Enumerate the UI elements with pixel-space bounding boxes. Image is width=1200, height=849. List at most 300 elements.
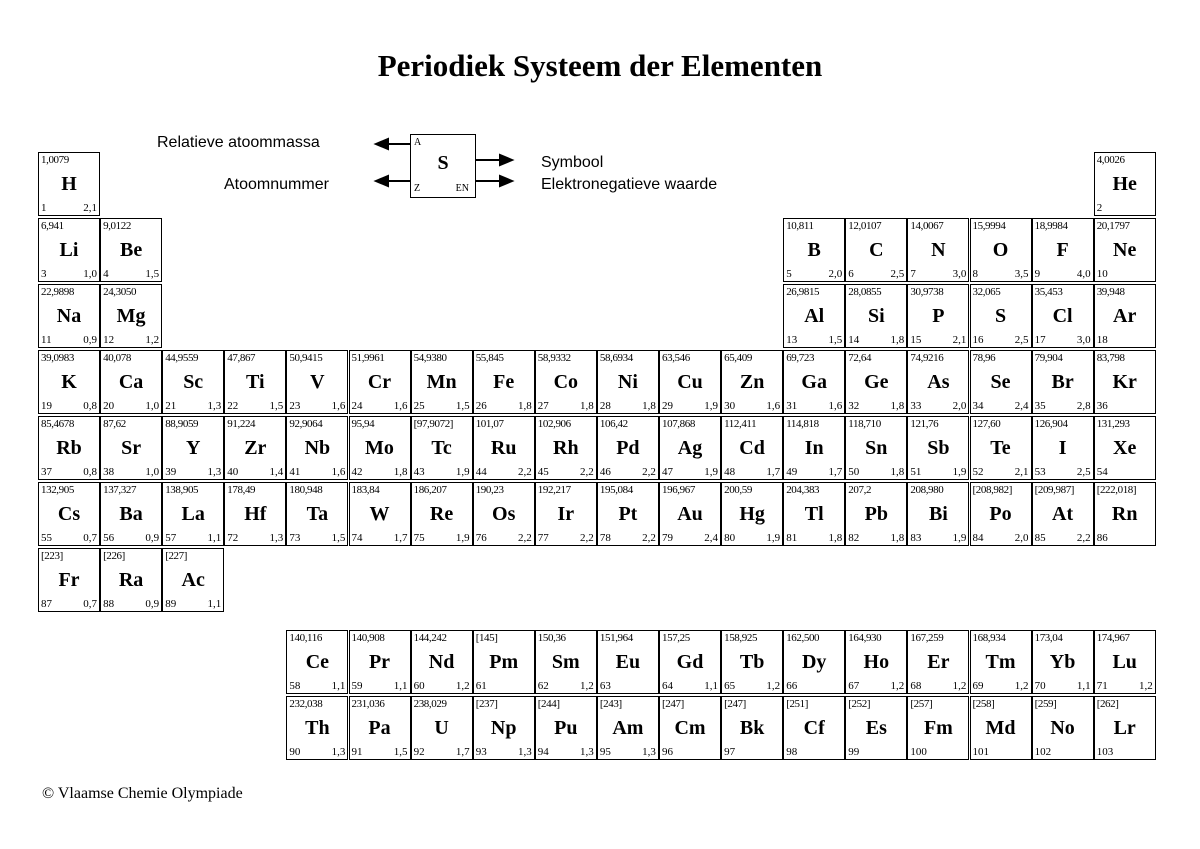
electronegativity: 2,5 <box>1014 334 1029 346</box>
atomic-number: 53 <box>1034 466 1046 478</box>
element-cell-eu <box>597 630 659 694</box>
electronegativity: 2,2 <box>517 466 532 478</box>
atomic-number: 52 <box>972 466 984 478</box>
element-cell-tl <box>783 482 845 546</box>
element-symbol: Si <box>867 305 885 327</box>
element-symbol: Co <box>553 371 579 393</box>
atomic-number: 83 <box>910 532 922 544</box>
element-symbol: Mo <box>365 437 394 459</box>
element-symbol: Bk <box>739 717 765 739</box>
atomic-number: 23 <box>289 400 301 412</box>
element-cell-sm <box>535 630 597 694</box>
element-symbol: Cf <box>803 717 825 739</box>
electronegativity: 1,9 <box>952 532 967 544</box>
element-cell-kr <box>1094 350 1156 414</box>
atomic-mass: 180,948 <box>289 484 323 496</box>
atomic-mass: 92,9064 <box>289 418 323 430</box>
atomic-number: 67 <box>848 680 860 692</box>
atomic-mass: 192,217 <box>537 484 571 496</box>
element-symbol: Ra <box>118 569 144 591</box>
element-symbol: Y <box>185 437 201 459</box>
atomic-mass: 40,078 <box>103 352 131 364</box>
atomic-mass: 79,904 <box>1034 352 1063 364</box>
electronegativity: 1,5 <box>828 334 843 346</box>
atomic-mass: 30,9738 <box>910 286 944 298</box>
atomic-number: 26 <box>475 400 487 412</box>
electronegativity: 1,6 <box>331 400 346 412</box>
electronegativity: 1,3 <box>207 400 222 412</box>
atomic-number: 54 <box>1096 466 1108 478</box>
element-cell-la <box>162 482 224 546</box>
atomic-mass: 72,64 <box>848 352 872 364</box>
atomic-mass: 65,409 <box>724 352 752 364</box>
element-cell-te <box>970 416 1032 480</box>
element-cell-sn <box>845 416 907 480</box>
atomic-number: 25 <box>413 400 425 412</box>
atomic-mass: 91,224 <box>227 418 256 430</box>
element-cell-ra <box>100 548 162 612</box>
electronegativity: 2,0 <box>952 400 967 412</box>
atomic-number: 18 <box>1096 334 1108 346</box>
element-cell-ta <box>286 482 348 546</box>
atomic-number: 96 <box>662 746 673 758</box>
element-cell-k <box>38 350 100 414</box>
element-symbol: F <box>1056 239 1069 261</box>
atomic-number: 86 <box>1096 532 1108 544</box>
atomic-number: 15 <box>910 334 922 346</box>
element-cell-si <box>845 284 907 348</box>
element-cell-hg <box>721 482 783 546</box>
element-symbol: Pa <box>368 717 391 739</box>
electronegativity: 2,1 <box>83 202 97 214</box>
element-cell-os <box>473 482 535 546</box>
atomic-mass: 1,0079 <box>41 154 69 166</box>
electronegativity: 1,8 <box>890 334 905 346</box>
atomic-number: 63 <box>599 680 611 692</box>
atomic-number: 103 <box>1096 746 1114 758</box>
atomic-number: 10 <box>1096 268 1108 280</box>
atomic-number: 32 <box>848 400 860 412</box>
element-symbol: H <box>61 173 77 195</box>
atomic-mass: 39,0983 <box>41 352 74 364</box>
electronegativity: 1,0 <box>145 400 160 412</box>
element-symbol: Np <box>490 717 517 739</box>
atomic-mass: 58,6934 <box>599 352 633 364</box>
element-cell-dy <box>783 630 845 694</box>
atomic-number: 55 <box>41 532 52 544</box>
atomic-number: 12 <box>103 334 115 346</box>
element-cell-tm <box>970 630 1032 694</box>
element-symbol: Lr <box>1113 717 1136 739</box>
electronegativity: 2,1 <box>1014 466 1029 478</box>
atomic-number: 99 <box>848 746 860 758</box>
electronegativity: 1,0 <box>145 466 160 478</box>
element-symbol: Al <box>804 305 825 327</box>
element-symbol: Ag <box>677 437 703 459</box>
atomic-mass: 173,04 <box>1034 632 1063 644</box>
atomic-mass: 174,967 <box>1096 632 1130 644</box>
atomic-number: 93 <box>475 746 487 758</box>
electronegativity: 1,6 <box>331 466 346 478</box>
element-cell-y <box>162 416 224 480</box>
element-symbol: Lu <box>1112 651 1137 673</box>
atomic-mass: 157,25 <box>662 632 690 644</box>
element-symbol: U <box>434 717 449 739</box>
atomic-mass: 85,4678 <box>41 418 74 430</box>
atomic-mass: 107,868 <box>662 418 695 430</box>
element-symbol: Ga <box>801 371 827 393</box>
electronegativity: 0,9 <box>145 598 160 610</box>
atomic-mass: 14,0067 <box>910 220 944 232</box>
element-cell-be <box>100 218 162 282</box>
atomic-number: 73 <box>289 532 301 544</box>
atomic-mass: 131,293 <box>1096 418 1130 430</box>
atomic-mass: 102,906 <box>537 418 571 430</box>
element-symbol: Cm <box>674 717 706 739</box>
atomic-mass: 207,2 <box>848 484 872 496</box>
element-symbol: O <box>992 239 1009 261</box>
arrow-left-icon <box>376 176 388 186</box>
copyright-notice: © Vlaamse Chemie Olympiade <box>42 785 243 802</box>
electronegativity: 0,7 <box>83 598 97 610</box>
element-symbol: Cu <box>677 371 703 393</box>
atomic-number: 61 <box>475 680 487 692</box>
element-symbol: Rh <box>553 437 579 459</box>
electronegativity: 0,8 <box>83 466 97 478</box>
element-cell-th <box>286 696 348 760</box>
atomic-mass: 54,9380 <box>413 352 447 364</box>
atomic-number: 38 <box>103 466 115 478</box>
element-cell-w <box>349 482 411 546</box>
electronegativity: 1,8 <box>828 532 843 544</box>
element-cell-se <box>970 350 1032 414</box>
atomic-number: 71 <box>1096 680 1108 692</box>
element-symbol: K <box>61 371 77 393</box>
electronegativity: 1,5 <box>393 746 408 758</box>
electronegativity: 0,8 <box>83 400 97 412</box>
atomic-number: 84 <box>972 532 984 544</box>
electronegativity: 1,2 <box>1138 680 1153 692</box>
element-cell-bi <box>907 482 969 546</box>
element-symbol: Mn <box>426 371 457 393</box>
atomic-number: 48 <box>724 466 736 478</box>
atomic-mass: [252] <box>848 698 871 710</box>
electronegativity: 1,7 <box>828 466 843 478</box>
element-symbol: Tc <box>431 437 452 459</box>
electronegativity: 2,2 <box>580 466 594 478</box>
atomic-mass: 69,723 <box>786 352 815 364</box>
atomic-mass: 51,9961 <box>351 352 385 364</box>
atomic-number: 5 <box>786 268 792 280</box>
atomic-mass: [222,018] <box>1096 484 1137 496</box>
atomic-mass: 32,065 <box>972 286 1001 298</box>
arrow-right-icon <box>500 155 512 165</box>
electronegativity: 1,6 <box>828 400 843 412</box>
atomic-mass: 114,818 <box>786 418 819 430</box>
atomic-number: 17 <box>1034 334 1046 346</box>
element-cell-tb <box>721 630 783 694</box>
electronegativity: 2,2 <box>642 466 656 478</box>
atomic-number: 92 <box>413 746 425 758</box>
element-cell-au <box>659 482 721 546</box>
atomic-number: 95 <box>599 746 611 758</box>
atomic-number: 58 <box>289 680 301 692</box>
electronegativity: 2,5 <box>890 268 905 280</box>
element-symbol: W <box>369 503 390 525</box>
atomic-number: 80 <box>724 532 736 544</box>
atomic-number: 14 <box>848 334 860 346</box>
atomic-mass: 137,327 <box>103 484 137 496</box>
element-cell-i <box>1032 416 1094 480</box>
atomic-mass: [237] <box>475 698 498 710</box>
element-cell-pt <box>597 482 659 546</box>
element-symbol: C <box>869 239 884 261</box>
atomic-mass: [251] <box>786 698 809 710</box>
element-symbol: Pr <box>368 651 391 673</box>
atomic-mass: 10,811 <box>786 220 814 232</box>
electronegativity: 1,3 <box>517 746 532 758</box>
page-title: Periodiek Systeem der Elementen <box>377 48 823 83</box>
element-symbol: Br <box>1051 371 1074 393</box>
element-symbol: Cd <box>739 437 765 459</box>
element-symbol: Sr <box>121 437 142 459</box>
atomic-mass: 196,967 <box>662 484 695 496</box>
element-symbol: Ti <box>246 371 265 393</box>
electronegativity: 1,0 <box>83 268 97 280</box>
atomic-mass: 195,084 <box>599 484 633 496</box>
electronegativity: 1,5 <box>269 400 284 412</box>
electronegativity: 1,8 <box>580 400 594 412</box>
atomic-number: 7 <box>910 268 916 280</box>
element-cell-zn <box>721 350 783 414</box>
element-cell-ar <box>1094 284 1156 348</box>
electronegativity: 1,9 <box>455 532 470 544</box>
atomic-mass: 231,036 <box>351 698 385 710</box>
element-cell-lr <box>1094 696 1156 760</box>
atomic-number: 16 <box>972 334 984 346</box>
element-symbol: P <box>932 305 945 327</box>
element-cell-ac <box>162 548 224 612</box>
atomic-mass: 140,116 <box>289 632 322 644</box>
element-symbol: In <box>804 437 824 459</box>
legend-mass-label: Relatieve atoommassa <box>157 134 320 151</box>
atomic-mass: [145] <box>475 632 498 644</box>
electronegativity: 3,5 <box>1014 268 1029 280</box>
atomic-number: 78 <box>599 532 611 544</box>
element-cell-fe <box>473 350 535 414</box>
element-symbol: Tb <box>739 651 765 673</box>
element-cell-sb <box>907 416 969 480</box>
element-cell-pa <box>349 696 411 760</box>
electronegativity: 1,7 <box>393 532 408 544</box>
atomic-number: 57 <box>165 532 177 544</box>
element-cell-gd <box>659 630 721 694</box>
atomic-mass: 168,934 <box>972 632 1006 644</box>
element-symbol: Sb <box>927 437 950 459</box>
legend-symbol-label: Symbool <box>541 154 604 171</box>
atomic-number: 34 <box>972 400 984 412</box>
atomic-number: 89 <box>165 598 177 610</box>
element-symbol: Cl <box>1052 305 1073 327</box>
electronegativity: 1,8 <box>890 532 905 544</box>
element-symbol: Re <box>429 503 454 525</box>
atomic-mass: 118,710 <box>848 418 881 430</box>
electronegativity: 1,4 <box>269 466 284 478</box>
element-symbol: V <box>310 371 325 393</box>
element-cell-nd <box>411 630 473 694</box>
electronegativity: 1,2 <box>455 680 470 692</box>
element-cell-mo <box>349 416 411 480</box>
electronegativity: 1,1 <box>207 598 222 610</box>
atomic-number: 4 <box>103 268 109 280</box>
atomic-mass: 35,453 <box>1034 286 1063 298</box>
atomic-mass: 138,905 <box>165 484 199 496</box>
electronegativity: 1,3 <box>331 746 346 758</box>
atomic-mass: [97,9072] <box>413 418 454 430</box>
element-symbol: La <box>181 503 205 525</box>
atomic-number: 9 <box>1034 268 1041 280</box>
electronegativity: 1,1 <box>393 680 408 692</box>
element-symbol: Rn <box>1111 503 1138 525</box>
atomic-number: 70 <box>1034 680 1046 692</box>
atomic-number: 98 <box>786 746 798 758</box>
atomic-number: 51 <box>910 466 922 478</box>
atomic-mass: 24,3050 <box>103 286 137 298</box>
element-symbol: At <box>1052 503 1074 525</box>
electronegativity: 3,0 <box>952 268 967 280</box>
element-cell-b <box>783 218 845 282</box>
atomic-number: 79 <box>662 532 673 544</box>
element-cell-yb <box>1032 630 1094 694</box>
element-symbol: Ba <box>119 503 143 525</box>
element-cell-tc <box>411 416 473 480</box>
element-symbol: Fe <box>493 371 515 393</box>
atomic-number: 50 <box>848 466 860 478</box>
electronegativity: 1,9 <box>766 532 781 544</box>
electronegativity: 1,6 <box>766 400 781 412</box>
element-cell-fr <box>38 548 100 612</box>
element-cell-cf <box>783 696 845 760</box>
element-cell-pm <box>473 630 535 694</box>
element-cell-ru <box>473 416 535 480</box>
element-cell-bk <box>721 696 783 760</box>
atomic-mass: 15,9994 <box>972 220 1006 232</box>
element-symbol: Cr <box>367 371 392 393</box>
atomic-mass: 28,0855 <box>848 286 882 298</box>
element-cell-co <box>535 350 597 414</box>
element-symbol: Hf <box>244 503 267 525</box>
atomic-number: 40 <box>227 466 239 478</box>
element-symbol: Sc <box>183 371 204 393</box>
element-cell-na <box>38 284 100 348</box>
atomic-mass: 164,930 <box>848 632 882 644</box>
element-symbol: Ta <box>306 503 329 525</box>
atomic-number: 76 <box>475 532 487 544</box>
element-cell-li <box>38 218 100 282</box>
element-symbol: Ca <box>118 371 144 393</box>
element-symbol: B <box>807 239 821 261</box>
element-cell-md <box>970 696 1032 760</box>
atomic-mass: 178,49 <box>227 484 256 496</box>
atomic-mass: 39,948 <box>1096 286 1125 298</box>
atomic-number: 88 <box>103 598 115 610</box>
atomic-mass: 88,9059 <box>165 418 199 430</box>
element-cell-no <box>1032 696 1094 760</box>
electronegativity: 2,2 <box>580 532 594 544</box>
electronegativity: 1,7 <box>455 746 470 758</box>
atomic-mass: 26,9815 <box>786 286 820 298</box>
atomic-mass: [262] <box>1096 698 1119 710</box>
electronegativity: 1,1 <box>207 532 222 544</box>
atomic-number: 77 <box>537 532 549 544</box>
element-cell-in <box>783 416 845 480</box>
element-cell-ca <box>100 350 162 414</box>
atomic-mass: 144,242 <box>413 632 447 644</box>
atomic-mass: 106,42 <box>599 418 628 430</box>
element-cell-rn <box>1094 482 1156 546</box>
atomic-mass: 95,94 <box>351 418 375 430</box>
element-symbol: Ar <box>1113 305 1137 327</box>
element-symbol: Md <box>985 717 1016 739</box>
element-symbol: Pu <box>554 717 578 739</box>
atomic-number: 49 <box>786 466 798 478</box>
element-cell-mn <box>411 350 473 414</box>
atomic-number: 11 <box>41 334 52 346</box>
atomic-number: 41 <box>289 466 301 478</box>
atomic-mass: 63,546 <box>662 352 690 364</box>
element-symbol: Sm <box>551 651 580 673</box>
element-symbol: Bi <box>928 503 948 525</box>
atomic-number: 45 <box>537 466 549 478</box>
atomic-mass: [247] <box>662 698 684 710</box>
atomic-number: 21 <box>165 400 177 412</box>
atomic-mass: 101,07 <box>475 418 504 430</box>
element-symbol: Gd <box>676 651 704 673</box>
atomic-number: 24 <box>351 400 363 412</box>
element-symbol: Be <box>119 239 143 261</box>
element-symbol: Eu <box>615 651 641 673</box>
atomic-number: 29 <box>662 400 673 412</box>
element-cell-rh <box>535 416 597 480</box>
element-symbol: Li <box>59 239 79 261</box>
atomic-mass: 186,207 <box>413 484 447 496</box>
element-symbol: Er <box>927 651 950 673</box>
atomic-mass: [226] <box>103 550 125 562</box>
element-cell-xe <box>1094 416 1156 480</box>
element-symbol: Kr <box>1112 371 1137 393</box>
electronegativity: 1,8 <box>393 466 408 478</box>
element-cell-re <box>411 482 473 546</box>
electronegativity: 1,9 <box>704 466 718 478</box>
atomic-number: 82 <box>848 532 860 544</box>
element-symbol: Ho <box>863 651 890 673</box>
atomic-mass: 162,500 <box>786 632 820 644</box>
legend-box-symbol: S <box>437 152 449 174</box>
element-cell-lu <box>1094 630 1156 694</box>
atomic-number: 2 <box>1096 202 1103 214</box>
element-symbol: Fm <box>923 717 953 739</box>
atomic-mass: [227] <box>165 550 188 562</box>
atomic-mass: 78,96 <box>972 352 996 364</box>
atomic-number: 22 <box>227 400 239 412</box>
element-symbol: Au <box>677 503 703 525</box>
electronegativity: 2,4 <box>704 532 718 544</box>
electronegativity: 1,2 <box>145 334 160 346</box>
element-cell-p <box>907 284 969 348</box>
element-symbol: Ac <box>181 569 205 591</box>
atomic-number: 87 <box>41 598 52 610</box>
element-cell-ce <box>286 630 348 694</box>
